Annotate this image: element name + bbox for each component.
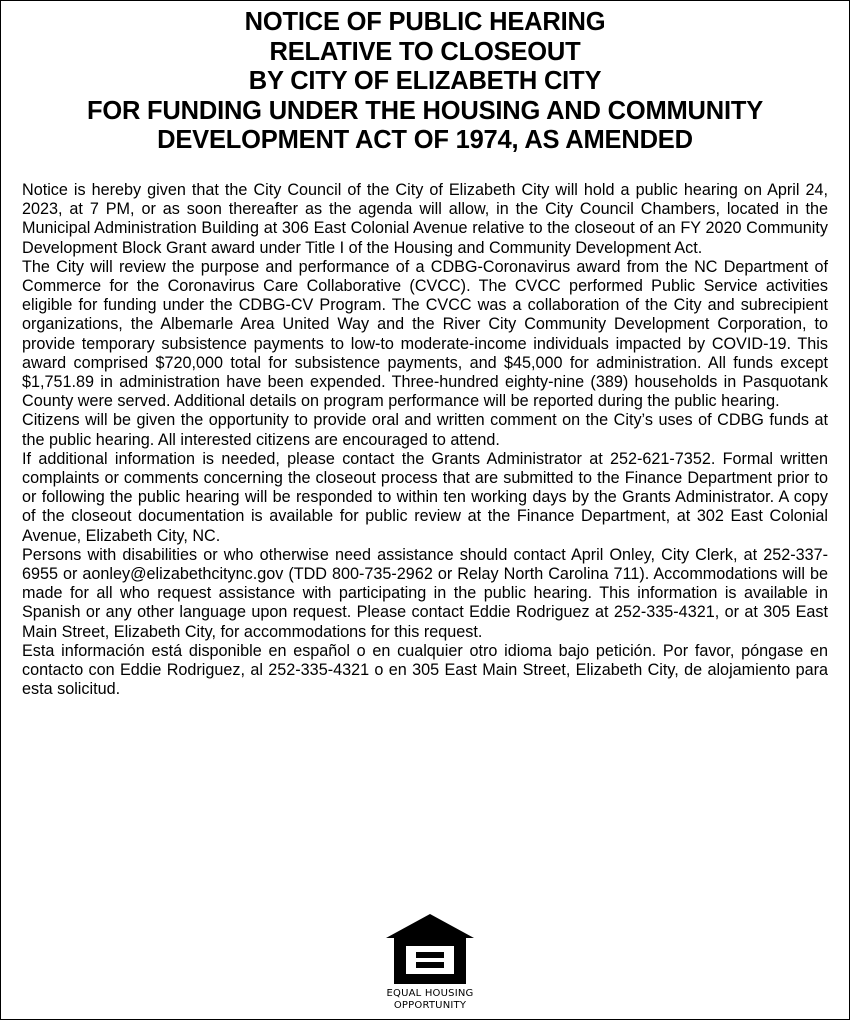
notice-heading xyxy=(20,8,830,156)
paragraph-accessibility: Persons with disabilities or who otherwise need assistance should contact April Onley, City Clerk, at 252-337-6955 or aonley@elizabethcitync.gov (TDD 800-735-2962 or Relay North Carolina 711). Accommodations will be made for all who request assistance with participating in the public hearing. This information is available in Spanish or any other language upon request. Please contact Eddie Rodriguez at 252-335-4321, or at 305 East Main Street, Elizabeth City, for accommodations for this request. xyxy=(22,545,828,641)
notice-body xyxy=(22,181,828,699)
heading-line: RELATIVE TO CLOSEOUT xyxy=(269,37,581,66)
heading-line: FOR FUNDING UNDER THE HOUSING AND COMMUNITY xyxy=(86,96,764,125)
paragraph-contact-info: If additional information is needed, please contact the Grants Administrator at 252-621-7352. Formal written complaints or comments concerning the closeout process that are submitted to the Finance Department prior to or following the public hearing will be responded to within ten working days by the Grants Administrator. A copy of the closeout documentation is available for public review at the Finance Department, at 302 East Colonial Avenue, Elizabeth City, NC. xyxy=(22,449,828,545)
paragraph-spanish: Esta información está disponible en español o en cualquier otro idioma bajo petición. Por favor, póngase en contacto con Eddie Rodriguez, al 252-335-4321 o en 305 East Main Street, Elizabeth City, de alojamiento para esta solicitud. xyxy=(22,641,828,699)
logo-text-line: EQUAL HOUSING xyxy=(386,988,474,999)
logo-text xyxy=(378,988,482,1012)
paragraph-program-review: The City will review the purpose and performance of a CDBG-Coronavirus award from the NC Department of Commerce for the Coronavirus Care Collaborative (CVCC). The CVCC performed Public Service activities eligible for funding under the CDBG-CV Program. The CVCC was a collaboration of the City and subrecipient organizations, the Albemarle Area United Way and the River City Community Development Corporation, to provide temporary subsistence payments to low-to moderate-income individuals impacted by COVID-19. This award comprised $720,000 total for subsistence payments, and $45,000 for administration. All funds except $1,751.89 in administration have been expended. Three-hundred eighty-nine (389) households in Pasquotank County were served. Additional details on program performance will be reported during the public hearing. xyxy=(22,257,828,411)
equal-housing-opportunity-icon xyxy=(384,912,476,986)
heading-line: DEVELOPMENT ACT OF 1974, AS AMENDED xyxy=(157,126,693,154)
equal-housing-logo xyxy=(378,912,482,1016)
paragraph-hearing-notice: Notice is hereby given that the City Council of the City of Elizabeth City will hold a public hearing on April 24, 2023, at 7 PM, or as soon thereafter as the agenda will allow, in the City Council Chambers, located in the Municipal Administration Building at 306 East Colonial Avenue relative to the closeout of an FY 2020 Community Development Block Grant award under Title I of the Housing and Community Development Act. xyxy=(22,181,828,257)
heading-line: NOTICE OF PUBLIC HEARING xyxy=(244,8,606,36)
paragraph-public-comment: Citizens will be given the opportunity to provide oral and written comment on the City’s uses of CDBG funds at the public hearing. All interested citizens are encouraged to attend. xyxy=(22,411,828,449)
logo-text-line: OPPORTUNITY xyxy=(393,1000,467,1011)
heading-line: BY CITY OF ELIZABETH CITY xyxy=(248,67,602,95)
